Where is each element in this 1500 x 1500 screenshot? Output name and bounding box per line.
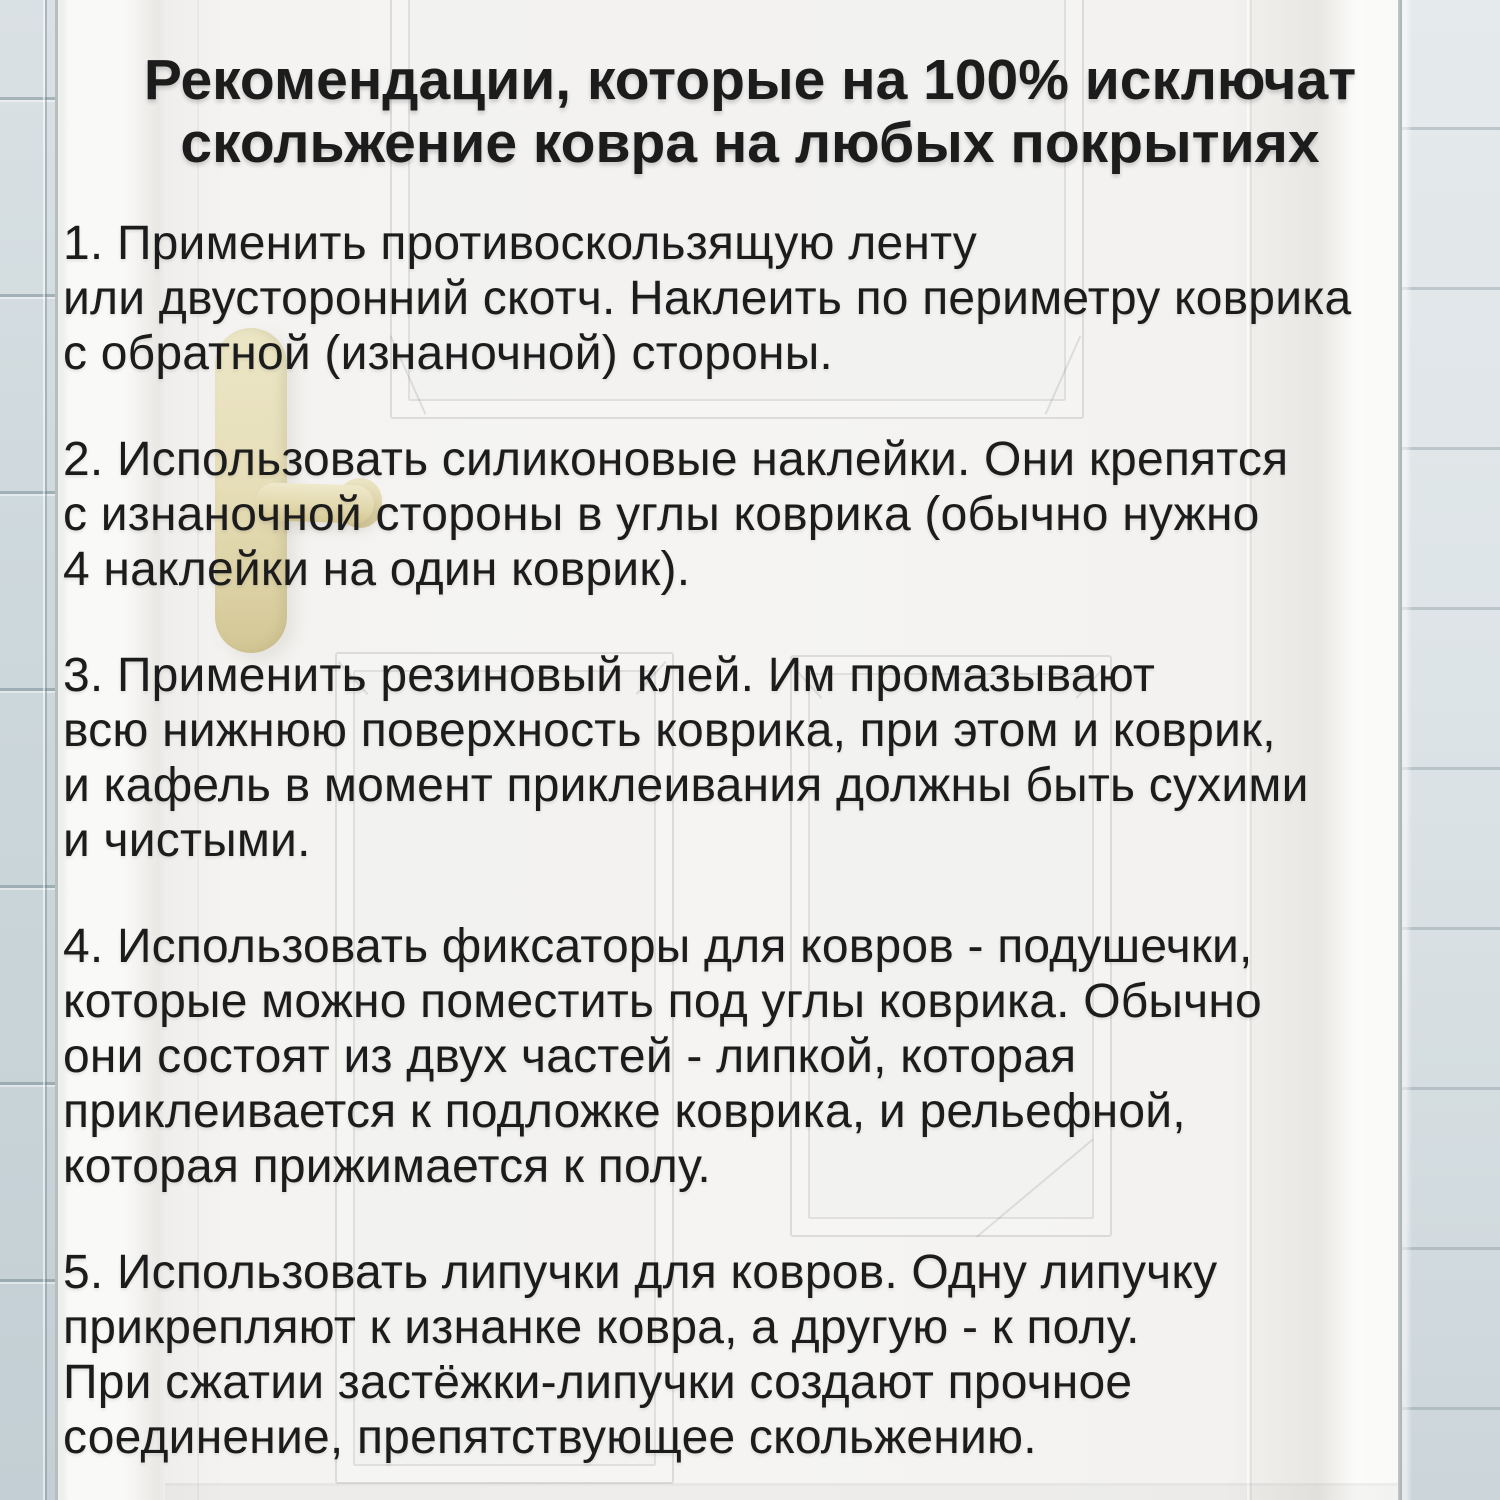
list-item: [63, 919, 1480, 1194]
recommendations-list: [63, 216, 1480, 1500]
left-wall-tiles: [0, 0, 55, 1500]
list-item-line: 4. Использовать фиксаторы для ковров - подушечки,: [63, 920, 1253, 973]
list-item-line: 4 наклейки на один коврик).: [63, 543, 691, 596]
list-item: [63, 432, 1480, 597]
list-item-line: соединение, препятствующее скольжению.: [63, 1411, 1037, 1464]
list-item: [63, 216, 1480, 381]
list-item-line: 5. Использовать липучки для ковров. Одну липучку: [63, 1246, 1218, 1299]
poster-title: [0, 49, 1500, 175]
list-item-line: всю нижнюю поверхность коврика, при этом и коврик,: [63, 704, 1276, 757]
list-item-line: 3. Применить резиновый клей. Им промазывают: [63, 649, 1156, 702]
list-item-line: приклеивается к подложке коврика, и рельефной,: [63, 1085, 1186, 1138]
list-item-line: и чистыми.: [63, 814, 311, 867]
list-item: [63, 648, 1480, 868]
list-item-line: с изнаночной стороны в углы коврика (обычно нужно: [63, 488, 1260, 541]
list-item-line: с обратной (изнаночной) стороны.: [63, 327, 833, 380]
title-line: скольжение ковра на любых покрытиях: [180, 111, 1320, 175]
list-item-line: прикрепляют к изнанке ковра, а другую - к полу.: [63, 1301, 1140, 1354]
title-line: Рекомендации, которые на 100% исключат: [143, 48, 1357, 112]
list-item-line: или двусторонний скотч. Наклеить по периметру коврика: [63, 272, 1352, 325]
list-item: [63, 1245, 1480, 1465]
list-item-line: При сжатии застёжки-липучки создают прочное: [63, 1356, 1133, 1409]
list-item-line: которые можно поместить под углы коврика. Обычно: [63, 975, 1262, 1028]
list-item-line: 2. Использовать силиконовые наклейки. Они крепятся: [63, 433, 1289, 486]
list-item-line: 1. Применить противоскользящую ленту: [63, 217, 977, 270]
list-item-line: они состоят из двух частей - липкой, которая: [63, 1030, 1077, 1083]
list-item-line: и кафель в момент приклеивания должны быть сухими: [63, 759, 1309, 812]
list-item-line: которая прижимается к полу.: [63, 1140, 711, 1193]
